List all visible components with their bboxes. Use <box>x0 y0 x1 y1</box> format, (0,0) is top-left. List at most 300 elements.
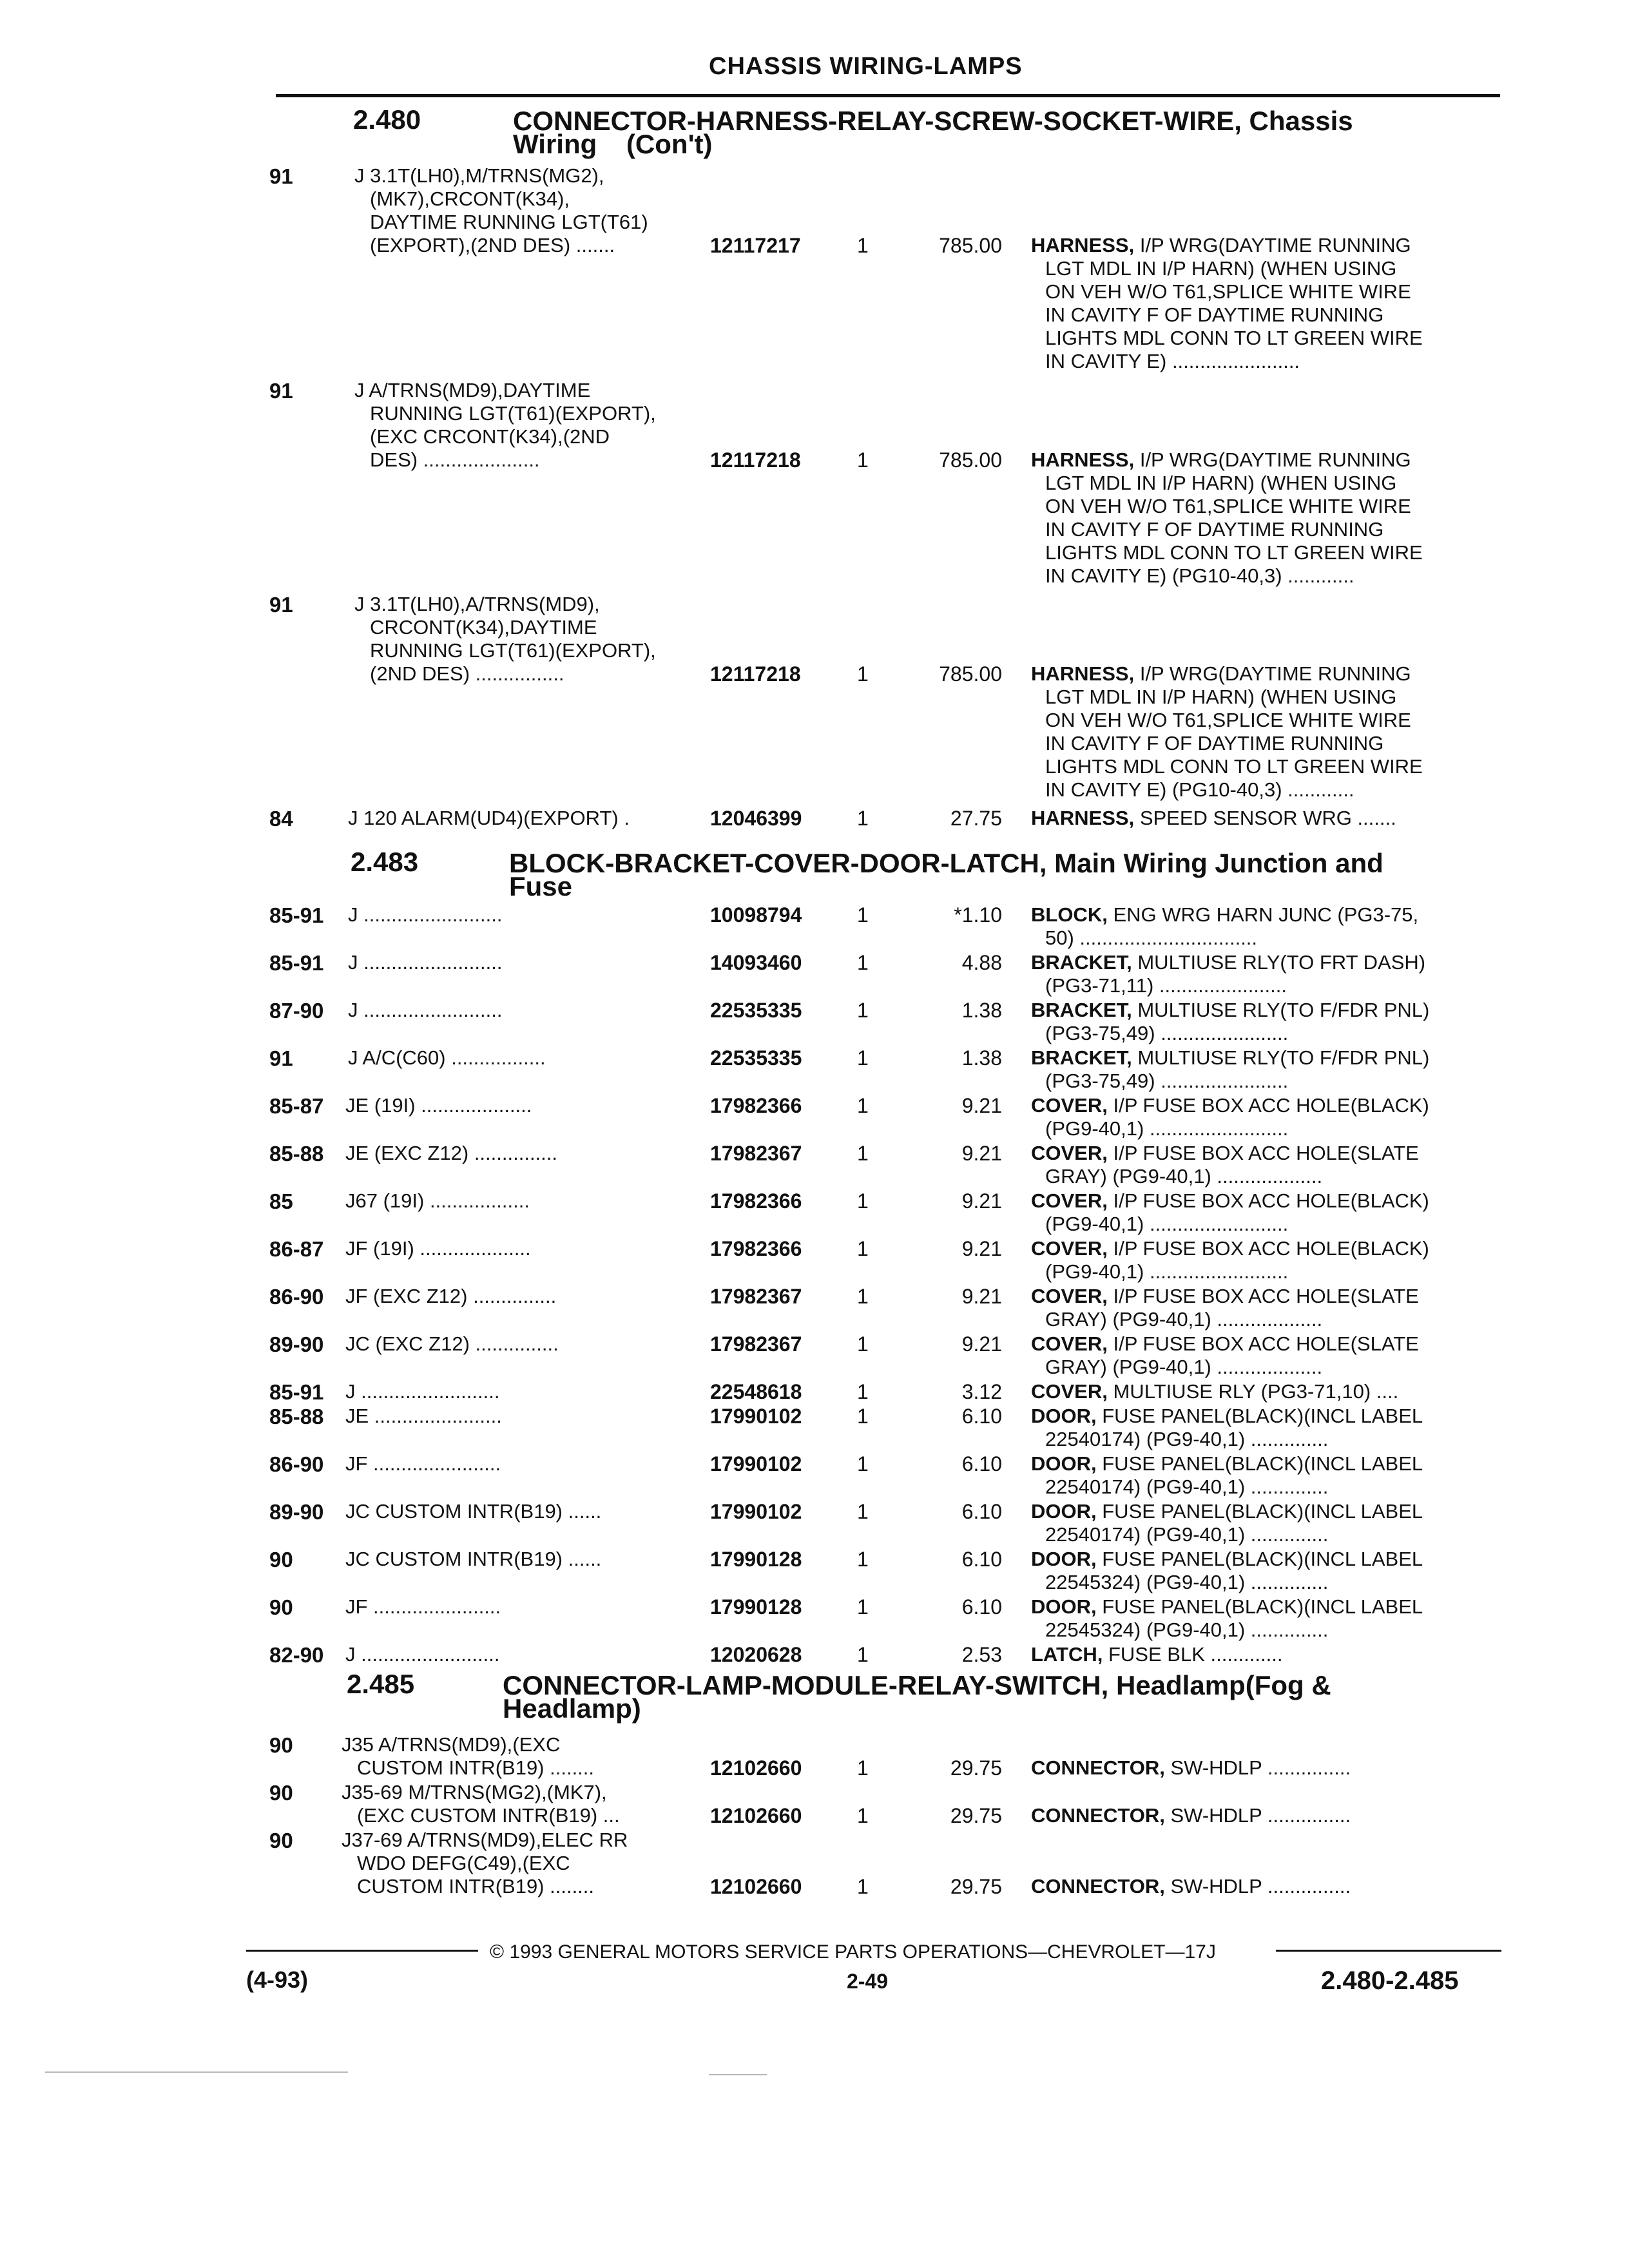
footer-date: (4-93) <box>246 1966 309 1993</box>
model-year: 84 <box>269 807 293 831</box>
quantity: 1 <box>857 903 869 927</box>
application-code <box>348 951 502 974</box>
description-line: I/P FUSE BOX ACC HOLE(SLATE <box>1113 1285 1419 1307</box>
footer-page-number: 2-49 <box>847 1970 889 1993</box>
part-name: COVER, <box>1031 1380 1108 1403</box>
description-line: FUSE PANEL(BLACK)(INCL LABEL <box>1102 1548 1423 1570</box>
application-code <box>345 1548 601 1571</box>
application-code <box>345 1643 499 1666</box>
description-first-line <box>1031 448 1495 472</box>
section-title-line2: Fuse <box>509 871 573 901</box>
part-name: DOOR, <box>1031 1500 1097 1523</box>
description-first-line <box>1031 1548 1495 1571</box>
description-line: (PG9-40,1) ......................... <box>1045 1117 1289 1140</box>
quantity: 1 <box>857 1643 869 1666</box>
model-year: 90 <box>269 1829 293 1852</box>
application-code-line: JC CUSTOM INTR(B19) ...... <box>345 1500 602 1523</box>
part-name: HARNESS, <box>1031 807 1135 829</box>
application-code-line: JF ....................... <box>345 1595 501 1618</box>
part-description <box>1031 448 1495 588</box>
quantity: 1 <box>857 1046 869 1070</box>
price: 6.10 <box>961 1548 1002 1571</box>
part-number: 17982366 <box>710 1237 802 1260</box>
part-description <box>1031 1285 1495 1331</box>
application-code <box>345 1332 559 1356</box>
section-number: 2.483 <box>351 847 419 877</box>
part-description <box>1031 1046 1495 1093</box>
application-code-line: JE (19I) .................... <box>345 1094 532 1117</box>
quantity: 1 <box>857 1595 869 1619</box>
application-code-line: J ......................... <box>345 1380 500 1403</box>
description-line: I/P FUSE BOX ACC HOLE(BLACK) <box>1113 1237 1429 1260</box>
model-year: 91 <box>269 593 293 617</box>
part-name: COVER, <box>1031 1189 1108 1212</box>
part-description <box>1031 903 1495 950</box>
description-line: I/P WRG(DAYTIME RUNNING <box>1139 448 1411 471</box>
application-code-line: J37-69 A/TRNS(MD9),ELEC RR <box>342 1829 628 1851</box>
application-code-line: DES) ..................... <box>370 448 540 471</box>
model-year: 91 <box>269 379 293 403</box>
price: 9.21 <box>961 1094 1002 1117</box>
part-name: BRACKET, <box>1031 999 1132 1021</box>
part-number: 17990102 <box>710 1500 802 1523</box>
section-number: 2.480 <box>353 104 421 135</box>
application-code <box>345 1094 532 1117</box>
part-description <box>1031 999 1495 1045</box>
application-code-line: J35-69 M/TRNS(MG2),(MK7), <box>342 1781 607 1803</box>
price: 9.21 <box>961 1285 1002 1308</box>
description-line: LGT MDL IN I/P HARN) (WHEN USING <box>1045 472 1397 494</box>
quantity: 1 <box>857 448 869 472</box>
part-number: 17990102 <box>710 1405 802 1428</box>
part-number: 12102660 <box>710 1804 802 1827</box>
footer-section-range: 2.480-2.485 <box>1321 1966 1459 1995</box>
section-title-line2: Headlamp) <box>503 1693 641 1724</box>
part-description <box>1031 1332 1495 1379</box>
price: 27.75 <box>950 807 1002 830</box>
quantity: 1 <box>857 1285 869 1308</box>
application-code-line: JC (EXC Z12) ............... <box>345 1332 559 1355</box>
part-description <box>1031 1548 1495 1594</box>
scan-artifact <box>45 2071 348 2073</box>
description-first-line <box>1031 1142 1495 1165</box>
footer-rule-left <box>246 1950 478 1952</box>
application-code <box>345 1142 557 1165</box>
description-first-line <box>1031 1285 1495 1308</box>
part-number: 17990128 <box>710 1595 802 1619</box>
price: 3.12 <box>961 1380 1002 1403</box>
description-first-line <box>1031 1380 1495 1403</box>
application-code-line: J ......................... <box>348 903 503 926</box>
price: 9.21 <box>961 1237 1002 1260</box>
model-year: 86-87 <box>269 1237 324 1261</box>
quantity: 1 <box>857 1500 869 1523</box>
section-title <box>503 1670 1566 1724</box>
section-title-line1: BLOCK-BRACKET-COVER-DOOR-LATCH, Main Wiring Junction and <box>509 848 1383 878</box>
price: 29.75 <box>950 1804 1002 1827</box>
description-line: LGT MDL IN I/P HARN) (WHEN USING <box>1045 686 1397 708</box>
part-number: 22548618 <box>710 1380 802 1403</box>
description-line: IN CAVITY F OF DAYTIME RUNNING <box>1045 303 1384 326</box>
application-code-line: WDO DEFG(C49),(EXC <box>357 1852 570 1874</box>
price: 1.38 <box>961 999 1002 1022</box>
description-first-line <box>1031 999 1495 1022</box>
description-line: SW-HDLP ............... <box>1170 1804 1351 1827</box>
section-title <box>509 848 1572 901</box>
part-number: 17982366 <box>710 1094 802 1117</box>
application-code <box>345 1237 531 1260</box>
part-description <box>1031 951 1495 997</box>
model-year: 89-90 <box>269 1500 324 1524</box>
description-line: 22540174) (PG9-40,1) .............. <box>1045 1523 1329 1546</box>
part-description <box>1031 1804 1495 1827</box>
description-line: IN CAVITY E) (PG10-40,3) ............ <box>1045 778 1354 801</box>
part-description <box>1031 662 1495 802</box>
description-line: MULTIUSE RLY(TO FRT DASH) <box>1137 951 1426 974</box>
description-line: I/P WRG(DAYTIME RUNNING <box>1139 234 1411 256</box>
description-line: IN CAVITY F OF DAYTIME RUNNING <box>1045 518 1384 541</box>
part-name: DOOR, <box>1031 1452 1097 1475</box>
part-number: 12102660 <box>710 1875 802 1898</box>
price: 785.00 <box>939 448 1002 472</box>
section-title-cont: (Con't) <box>626 129 713 159</box>
application-code <box>348 903 502 927</box>
part-name: HARNESS, <box>1031 234 1135 256</box>
description-line: GRAY) (PG9-40,1) ................... <box>1045 1308 1323 1331</box>
model-year: 90 <box>269 1781 293 1805</box>
part-name: LATCH, <box>1031 1643 1103 1666</box>
part-name: COVER, <box>1031 1332 1108 1355</box>
description-first-line <box>1031 1332 1495 1356</box>
description-line: 22540174) (PG9-40,1) .............. <box>1045 1475 1329 1498</box>
description-line: FUSE PANEL(BLACK)(INCL LABEL <box>1102 1595 1423 1618</box>
application-code-line: DAYTIME RUNNING LGT(T61) <box>370 211 648 233</box>
application-code <box>354 593 656 686</box>
description-line: ON VEH W/O T61,SPLICE WHITE WIRE <box>1045 280 1411 303</box>
description-first-line <box>1031 1804 1495 1827</box>
application-code-line: CUSTOM INTR(B19) ........ <box>357 1756 595 1779</box>
quantity: 1 <box>857 1094 869 1117</box>
model-year: 89-90 <box>269 1332 324 1356</box>
description-line: 22540174) (PG9-40,1) .............. <box>1045 1428 1329 1450</box>
description-line: MULTIUSE RLY(TO F/FDR PNL) <box>1137 999 1430 1021</box>
model-year: 90 <box>269 1733 293 1757</box>
model-year: 85 <box>269 1189 293 1213</box>
description-first-line <box>1031 1405 1495 1428</box>
part-description <box>1031 234 1495 373</box>
description-first-line <box>1031 951 1495 974</box>
application-code-line: J ......................... <box>345 1643 500 1666</box>
application-code <box>345 1405 502 1428</box>
model-year: 85-88 <box>269 1405 324 1428</box>
part-description <box>1031 1380 1495 1403</box>
application-code <box>348 999 502 1022</box>
model-year: 91 <box>269 1046 293 1070</box>
part-number: 17990128 <box>710 1548 802 1571</box>
quantity: 1 <box>857 1452 869 1475</box>
part-number: 10098794 <box>710 903 802 927</box>
part-name: COVER, <box>1031 1142 1108 1164</box>
application-code <box>354 164 648 257</box>
description-first-line <box>1031 1643 1495 1666</box>
description-line: (PG9-40,1) ......................... <box>1045 1260 1289 1283</box>
application-code <box>348 807 630 830</box>
part-number: 22535335 <box>710 1046 802 1070</box>
part-name: BRACKET, <box>1031 1046 1132 1069</box>
description-first-line <box>1031 1595 1495 1619</box>
description-line: 22545324) (PG9-40,1) .............. <box>1045 1571 1329 1593</box>
description-line: GRAY) (PG9-40,1) ................... <box>1045 1165 1323 1187</box>
application-code <box>354 379 656 472</box>
part-description <box>1031 807 1495 830</box>
quantity: 1 <box>857 1405 869 1428</box>
application-code <box>345 1452 501 1475</box>
part-number: 17982367 <box>710 1285 802 1308</box>
part-name: HARNESS, <box>1031 448 1135 471</box>
description-line: (PG9-40,1) ......................... <box>1045 1213 1289 1235</box>
model-year: 85-91 <box>269 1380 324 1404</box>
quantity: 1 <box>857 1142 869 1165</box>
part-number: 12117217 <box>710 234 801 257</box>
description-first-line <box>1031 1189 1495 1213</box>
part-number: 22535335 <box>710 999 802 1022</box>
application-code-line: JF (EXC Z12) ............... <box>345 1285 557 1307</box>
description-line: (PG3-75,49) ....................... <box>1045 1070 1289 1092</box>
quantity: 1 <box>857 1875 869 1898</box>
description-line: LIGHTS MDL CONN TO LT GREEN WIRE <box>1045 541 1423 564</box>
application-code-line: J 120 ALARM(UD4)(EXPORT) . <box>348 807 630 829</box>
description-line: I/P FUSE BOX ACC HOLE(SLATE <box>1113 1332 1419 1355</box>
description-line: MULTIUSE RLY(TO F/FDR PNL) <box>1137 1046 1430 1069</box>
description-line: IN CAVITY E) ....................... <box>1045 350 1300 372</box>
description-line: FUSE PANEL(BLACK)(INCL LABEL <box>1102 1452 1423 1475</box>
description-line: LIGHTS MDL CONN TO LT GREEN WIRE <box>1045 327 1423 349</box>
description-line: IN CAVITY E) (PG10-40,3) ............ <box>1045 564 1354 587</box>
application-code-line: RUNNING LGT(T61)(EXPORT), <box>370 639 656 662</box>
description-first-line <box>1031 1452 1495 1475</box>
application-code <box>345 1500 601 1523</box>
description-line: (PG3-71,11) ....................... <box>1045 974 1287 997</box>
part-number: 12102660 <box>710 1756 802 1780</box>
part-name: CONNECTOR, <box>1031 1804 1165 1827</box>
part-description <box>1031 1875 1495 1898</box>
application-code-line: J 3.1T(LH0),M/TRNS(MG2), <box>354 164 604 187</box>
description-line: 22545324) (PG9-40,1) .............. <box>1045 1619 1329 1641</box>
description-line: GRAY) (PG9-40,1) ................... <box>1045 1356 1323 1378</box>
description-first-line <box>1031 1756 1495 1780</box>
part-description <box>1031 1643 1495 1666</box>
description-line: I/P FUSE BOX ACC HOLE(SLATE <box>1113 1142 1419 1164</box>
application-code <box>348 1046 546 1070</box>
description-first-line <box>1031 1875 1495 1898</box>
model-year: 82-90 <box>269 1643 324 1667</box>
application-code <box>345 1285 556 1308</box>
application-code <box>342 1781 620 1827</box>
description-line: SPEED SENSOR WRG ....... <box>1139 807 1396 829</box>
description-first-line <box>1031 1237 1495 1260</box>
price: 9.21 <box>961 1142 1002 1165</box>
application-code <box>345 1380 499 1403</box>
application-code-line: RUNNING LGT(T61)(EXPORT), <box>370 402 656 425</box>
price: 29.75 <box>950 1756 1002 1780</box>
application-code-line: J ......................... <box>348 999 503 1021</box>
description-line: FUSE BLK ............. <box>1108 1643 1283 1666</box>
model-year: 91 <box>269 164 293 188</box>
quantity: 1 <box>857 1189 869 1213</box>
part-description <box>1031 1500 1495 1546</box>
part-name: DOOR, <box>1031 1405 1097 1427</box>
description-line: 50) ................................ <box>1045 927 1258 949</box>
part-name: COVER, <box>1031 1285 1108 1307</box>
price: 9.21 <box>961 1332 1002 1356</box>
application-code <box>345 1595 501 1619</box>
description-line: LGT MDL IN I/P HARN) (WHEN USING <box>1045 257 1397 280</box>
application-code-line: (2ND DES) ................ <box>370 662 564 685</box>
application-code-line: JC CUSTOM INTR(B19) ...... <box>345 1548 602 1570</box>
model-year: 86-90 <box>269 1285 324 1309</box>
application-code-line: (MK7),CRCONT(K34), <box>370 187 570 210</box>
description-line: I/P FUSE BOX ACC HOLE(BLACK) <box>1113 1094 1429 1117</box>
section-title-line2: Wiring <box>513 129 597 159</box>
part-description <box>1031 1405 1495 1451</box>
description-line: I/P FUSE BOX ACC HOLE(BLACK) <box>1113 1189 1429 1212</box>
quantity: 1 <box>857 1804 869 1827</box>
part-number: 12117218 <box>710 662 801 686</box>
part-description <box>1031 1094 1495 1140</box>
price: 6.10 <box>961 1405 1002 1428</box>
part-description <box>1031 1189 1495 1236</box>
part-number: 17982366 <box>710 1189 802 1213</box>
model-year: 90 <box>269 1595 293 1619</box>
model-year: 85-88 <box>269 1142 324 1166</box>
application-code <box>342 1829 628 1898</box>
price: 785.00 <box>939 234 1002 257</box>
application-code-line: (EXPORT),(2ND DES) ....... <box>370 234 615 256</box>
price: 6.10 <box>961 1595 1002 1619</box>
price: 6.10 <box>961 1452 1002 1475</box>
description-first-line <box>1031 807 1495 830</box>
application-code-line: JE (EXC Z12) ............... <box>345 1142 558 1164</box>
description-first-line <box>1031 662 1495 686</box>
section-title <box>513 106 1576 159</box>
description-line: MULTIUSE RLY (PG3-71,10) .... <box>1113 1380 1399 1403</box>
price: *1.10 <box>954 903 1002 927</box>
quantity: 1 <box>857 1237 869 1260</box>
part-name: HARNESS, <box>1031 662 1135 685</box>
description-line: IN CAVITY F OF DAYTIME RUNNING <box>1045 732 1384 754</box>
application-code-line: J35 A/TRNS(MD9),(EXC <box>342 1733 561 1756</box>
description-line: SW-HDLP ............... <box>1170 1875 1351 1898</box>
part-number: 14093460 <box>710 951 802 974</box>
quantity: 1 <box>857 234 869 257</box>
part-description <box>1031 1237 1495 1283</box>
description-first-line <box>1031 234 1495 257</box>
part-name: CONNECTOR, <box>1031 1756 1165 1779</box>
part-description <box>1031 1142 1495 1188</box>
application-code-line: JF (19I) .................... <box>345 1237 531 1260</box>
description-first-line <box>1031 903 1495 927</box>
description-line: ON VEH W/O T61,SPLICE WHITE WIRE <box>1045 709 1411 731</box>
application-code-line: J 3.1T(LH0),A/TRNS(MD9), <box>354 593 600 615</box>
application-code-line: JE ....................... <box>345 1405 502 1427</box>
quantity: 1 <box>857 999 869 1022</box>
model-year: 85-87 <box>269 1094 324 1118</box>
description-line: ENG WRG HARN JUNC (PG3-75, <box>1113 903 1419 926</box>
price: 785.00 <box>939 662 1002 686</box>
part-name: DOOR, <box>1031 1548 1097 1570</box>
application-code <box>342 1733 594 1780</box>
description-first-line <box>1031 1500 1495 1523</box>
page-header-title: CHASSIS WIRING-LAMPS <box>709 53 1023 80</box>
part-number: 17982367 <box>710 1332 802 1356</box>
section-number: 2.485 <box>347 1669 415 1699</box>
application-code-line: CUSTOM INTR(B19) ........ <box>357 1875 595 1898</box>
quantity: 1 <box>857 1756 869 1780</box>
part-name: BLOCK, <box>1031 903 1108 926</box>
part-description <box>1031 1756 1495 1780</box>
price: 4.88 <box>961 951 1002 974</box>
application-code-line: JF ....................... <box>345 1452 501 1475</box>
application-code-line: J A/TRNS(MD9),DAYTIME <box>354 379 591 401</box>
footer-rule-right <box>1276 1950 1501 1952</box>
model-year: 86-90 <box>269 1452 324 1476</box>
application-code-line: J67 (19I) .................. <box>345 1189 530 1212</box>
part-name: COVER, <box>1031 1237 1108 1260</box>
part-description <box>1031 1595 1495 1642</box>
description-first-line <box>1031 1046 1495 1070</box>
price: 1.38 <box>961 1046 1002 1070</box>
section-title-line1: CONNECTOR-HARNESS-RELAY-SCREW-SOCKET-WIRE, Chassis <box>513 106 1353 136</box>
description-line: FUSE PANEL(BLACK)(INCL LABEL <box>1102 1500 1423 1523</box>
description-line: ON VEH W/O T61,SPLICE WHITE WIRE <box>1045 495 1411 517</box>
part-name: COVER, <box>1031 1094 1108 1117</box>
quantity: 1 <box>857 1548 869 1571</box>
part-number: 12117218 <box>710 448 801 472</box>
part-number: 12046399 <box>710 807 802 830</box>
part-number: 17982367 <box>710 1142 802 1165</box>
description-line: SW-HDLP ............... <box>1170 1756 1351 1779</box>
quantity: 1 <box>857 951 869 974</box>
section-title-line1: CONNECTOR-LAMP-MODULE-RELAY-SWITCH, Headlamp(Fog & <box>503 1670 1331 1700</box>
price: 6.10 <box>961 1500 1002 1523</box>
quantity: 1 <box>857 1380 869 1403</box>
model-year: 90 <box>269 1548 293 1571</box>
header-rule <box>276 94 1500 97</box>
model-year: 85-91 <box>269 951 324 975</box>
part-description <box>1031 1452 1495 1499</box>
price: 2.53 <box>961 1643 1002 1666</box>
quantity: 1 <box>857 1332 869 1356</box>
price: 9.21 <box>961 1189 1002 1213</box>
application-code-line: CRCONT(K34),DAYTIME <box>370 616 597 639</box>
part-number: 17990102 <box>710 1452 802 1475</box>
price: 29.75 <box>950 1875 1002 1898</box>
description-line: (PG3-75,49) ....................... <box>1045 1022 1289 1044</box>
scan-artifact <box>709 2074 767 2075</box>
description-line: LIGHTS MDL CONN TO LT GREEN WIRE <box>1045 755 1423 778</box>
part-name: BRACKET, <box>1031 951 1132 974</box>
part-name: DOOR, <box>1031 1595 1097 1618</box>
part-name: CONNECTOR, <box>1031 1875 1165 1898</box>
quantity: 1 <box>857 807 869 830</box>
model-year: 87-90 <box>269 999 324 1023</box>
description-first-line <box>1031 1094 1495 1117</box>
quantity: 1 <box>857 662 869 686</box>
description-line: I/P WRG(DAYTIME RUNNING <box>1139 662 1411 685</box>
model-year: 85-91 <box>269 903 324 927</box>
application-code-line: (EXC CUSTOM INTR(B19) ... <box>357 1804 620 1827</box>
description-line: FUSE PANEL(BLACK)(INCL LABEL <box>1102 1405 1423 1427</box>
